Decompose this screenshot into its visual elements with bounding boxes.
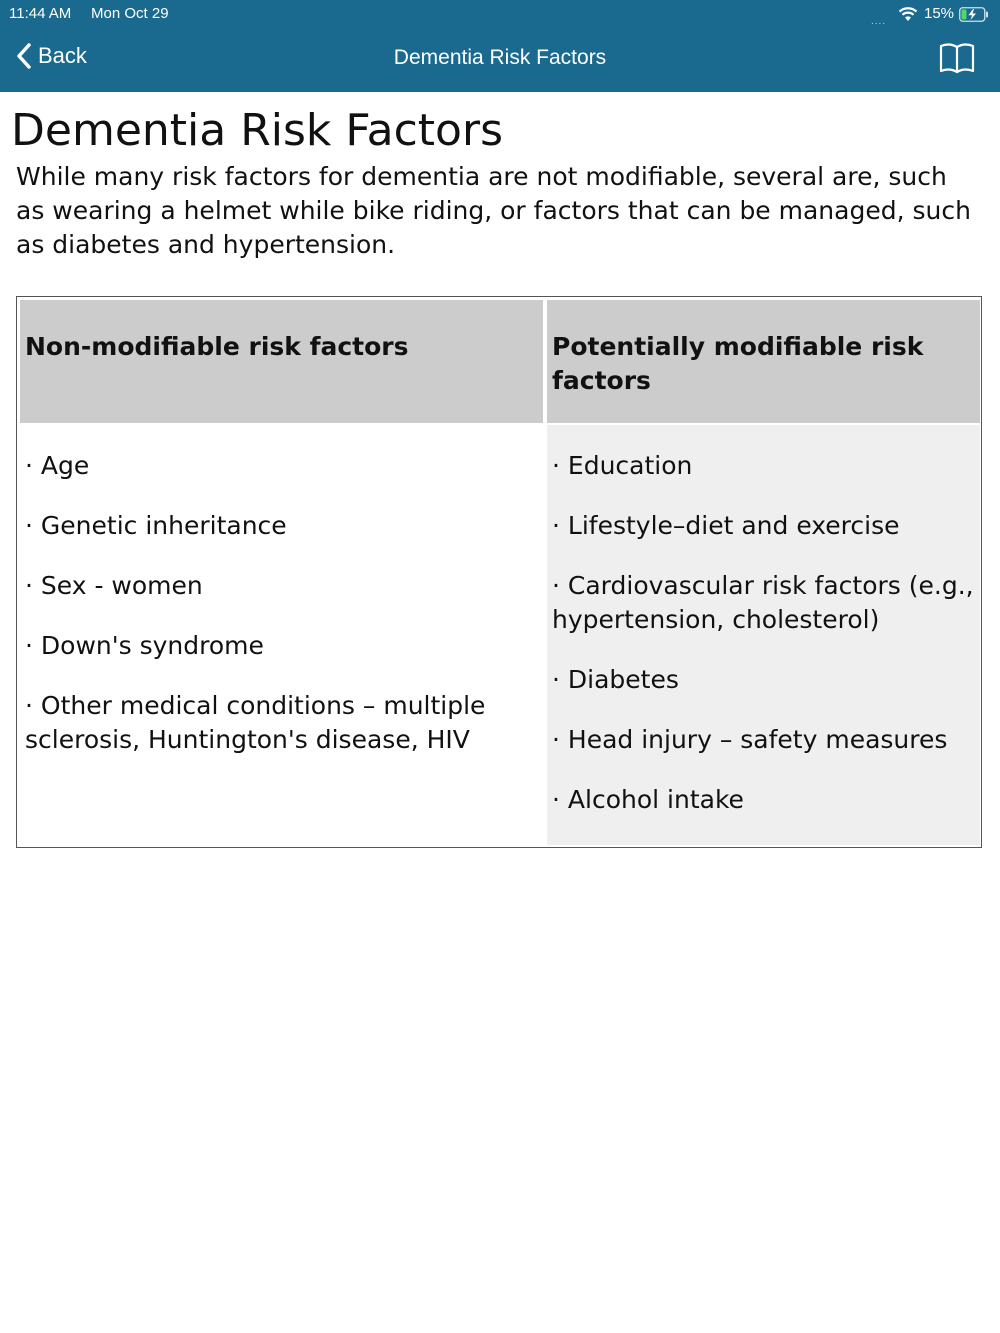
status-date: Mon Oct 29 (91, 5, 169, 22)
list-item: · Age (25, 449, 537, 483)
nav-title: Dementia Risk Factors (393, 46, 607, 69)
list-item: · Alcohol intake (552, 783, 974, 817)
list-item: · Head injury – safety measures (552, 723, 974, 757)
back-button[interactable] (14, 42, 87, 70)
page-title: Dementia Risk Factors (11, 105, 503, 156)
list-item: · Other medical conditions – multiple sclerosis, Huntington's disease, HIV (25, 689, 537, 757)
header-non-modifiable: Non-modifiable risk factors (20, 300, 543, 423)
book-icon[interactable] (939, 41, 975, 75)
header-modifiable: Potentially modifiable risk factors (547, 300, 980, 423)
risk-factors-table (16, 296, 982, 848)
modifiable-list (552, 449, 974, 817)
top-bar (0, 0, 1000, 92)
wifi-icon (898, 6, 918, 22)
status-bar (0, 4, 1000, 27)
cell-non-modifiable (20, 425, 543, 845)
navigation-bar (0, 36, 1000, 82)
status-time: 11:44 AM (9, 5, 72, 22)
cell-modifiable (547, 425, 980, 845)
list-item: · Genetic inheritance (25, 509, 537, 543)
list-item: · Cardiovascular risk factors (e.g., hypertension, cholesterol) (552, 569, 974, 637)
battery-percent: 15% (924, 5, 955, 22)
list-item: · Sex - women (25, 569, 537, 603)
signal-icon: .... (871, 16, 887, 27)
list-item: · Education (552, 449, 974, 483)
list-item: · Down's syndrome (25, 629, 537, 663)
back-label: Back (38, 43, 87, 68)
list-item: · Lifestyle–diet and exercise (552, 509, 974, 543)
intro-paragraph: While many risk factors for dementia are not modifiable, several are, such as wearing a helmet while bike riding, or factors that can be managed, such as diabetes and hypertension. (16, 162, 971, 259)
battery-charging-icon (959, 7, 989, 22)
chevron-left-icon (14, 42, 34, 70)
non-modifiable-list (25, 449, 537, 757)
list-item: · Diabetes (552, 663, 974, 697)
